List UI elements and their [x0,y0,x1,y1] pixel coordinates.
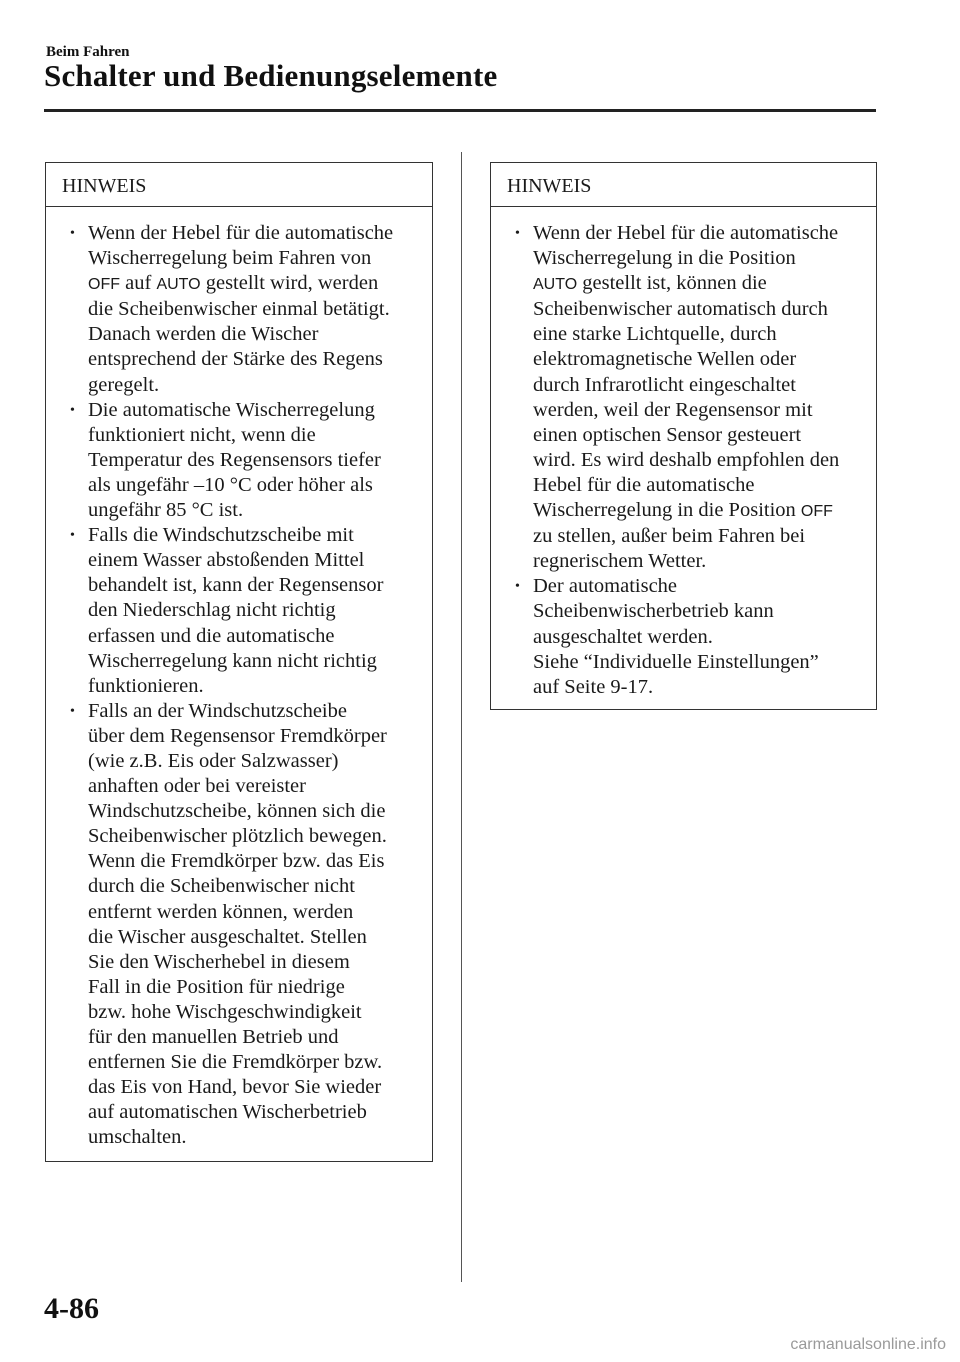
note-line: entfernt werden können, werden [88,900,354,923]
note-box-left [45,162,433,1162]
note-item [513,221,866,574]
title-rule [44,109,876,112]
note-line: Hebel für die automatische [533,473,755,496]
note-item [68,221,422,398]
bullet-icon: • [70,703,75,719]
note-line: Windschutzscheibe, können sich die [88,800,386,823]
note-line: Scheibenwischer plötzlich bewegen. [88,825,387,848]
note-line: Scheibenwischer automatisch durch [533,298,828,321]
bullet-icon: • [70,528,75,544]
note-line: einen optischen Sensor gesteuert [533,423,802,446]
note-line: Danach werden die Wischer [88,323,319,346]
note-line: Falls die Windschutzscheibe mit [88,524,354,547]
watermark: carmanualsonline.info [790,1336,946,1353]
note-line: funktioniert nicht, wenn die [88,423,316,446]
note-line: regnerischem Wetter. [533,550,707,573]
note-line: Der automatische [533,575,678,598]
note-line: als ungefähr –10 °C oder höher als [88,473,373,496]
note-line: das Eis von Hand, bevor Sie wieder [88,1076,382,1099]
note-line: entfernen Sie die Fremdkörper bzw. [88,1051,383,1074]
note-line: zu stellen, außer beim Fahren bei [533,525,806,548]
note-line [88,271,422,297]
note-line: einem Wasser abstoßenden Mittel [88,549,365,572]
chapter-title: Schalter und Bedienungselemente [44,58,498,93]
note-text: gestellt ist, können die [577,272,767,295]
switch-position-label: OFF [88,276,120,294]
note-line: Siehe “Individuelle Einstellungen” [533,650,819,673]
note-line: Wenn der Hebel für die automatische [88,222,394,244]
note-item [513,574,866,699]
note-item [68,398,422,523]
note-line: Falls an der Windschutzscheibe [88,699,347,722]
note-line [533,271,866,297]
switch-position-label: AUTO [533,276,578,294]
note-heading-left: HINWEIS [46,163,432,207]
note-line: wird. Es wird deshalb empfohlen den [533,448,840,471]
note-text: auf [120,272,157,295]
switch-position-label: AUTO [156,276,201,294]
page-number: 4-86 [44,1292,99,1325]
note-heading-right: HINWEIS [491,163,876,207]
note-line: Wischerregelung beim Fahren von [88,247,372,270]
switch-position-label: OFF [800,503,833,521]
note-line: durch die Scheibenwischer nicht [88,875,355,898]
note-line: für den manuellen Betrieb und [88,1026,339,1048]
bullet-icon: • [515,226,520,241]
note-line: auf automatischen Wischerbetrieb [88,1101,367,1124]
note-line: Sie den Wischerhebel in diesem [88,950,350,973]
note-line: durch Infrarotlicht eingeschaltet [533,373,796,396]
note-line: geregelt. [88,373,160,396]
note-body-left [46,207,432,1150]
note-line: entsprechend der Stärke des Regens [88,348,383,371]
note-line: Wenn die Fremdkörper bzw. das Eis [88,850,385,873]
bullet-icon: • [70,226,75,241]
bullet-icon: • [70,402,75,418]
note-line: Wischerregelung kann nicht richtig [88,649,377,672]
note-line: die Wischer ausgeschaltet. Stellen [88,925,367,948]
note-line: Wischerregelung in die Position [533,247,796,270]
note-line: funktionieren. [88,674,204,697]
note-item [68,699,422,1151]
note-line: anhaften oder bei vereister [88,775,306,798]
note-line: die Scheibenwischer einmal betätigt. [88,298,390,321]
note-line: (wie z.B. Eis oder Salzwasser) [88,749,339,772]
note-line: Temperatur des Regensensors tiefer [88,448,381,471]
note-text: Wischerregelung in die Position [533,499,801,522]
note-line: Wenn der Hebel für die automatische [533,222,839,244]
note-line [533,498,866,524]
note-line: umschalten. [88,1126,187,1149]
note-body-right [491,207,876,700]
note-line: elektromagnetische Wellen oder [533,348,797,371]
note-line: auf Seite 9-17. [533,675,654,698]
note-line: werden, weil der Regensensor mit [533,398,813,421]
note-line: den Niederschlag nicht richtig [88,599,336,622]
note-box-right [490,162,877,710]
note-line: bzw. hohe Wischgeschwindigkeit [88,1000,362,1023]
note-text: gestellt wird, werden [200,272,379,295]
column-divider [461,152,462,1282]
note-line: eine starke Lichtquelle, durch [533,323,777,346]
note-item [68,523,422,699]
note-line: Fall in die Position für niedrige [88,975,345,998]
note-line: erfassen und die automatische [88,624,335,647]
note-line: Scheibenwischerbetrieb kann [533,600,774,623]
note-line: ungefähr 85 °C ist. [88,499,244,522]
note-line: Die automatische Wischerregelung [88,398,375,421]
section-label: Beim Fahren [46,44,130,60]
bullet-icon: • [515,579,520,595]
note-line: über dem Regensensor Fremdkörper [88,724,387,747]
note-line: behandelt ist, kann der Regensensor [88,574,384,597]
note-line: ausgeschaltet werden. [533,625,713,648]
